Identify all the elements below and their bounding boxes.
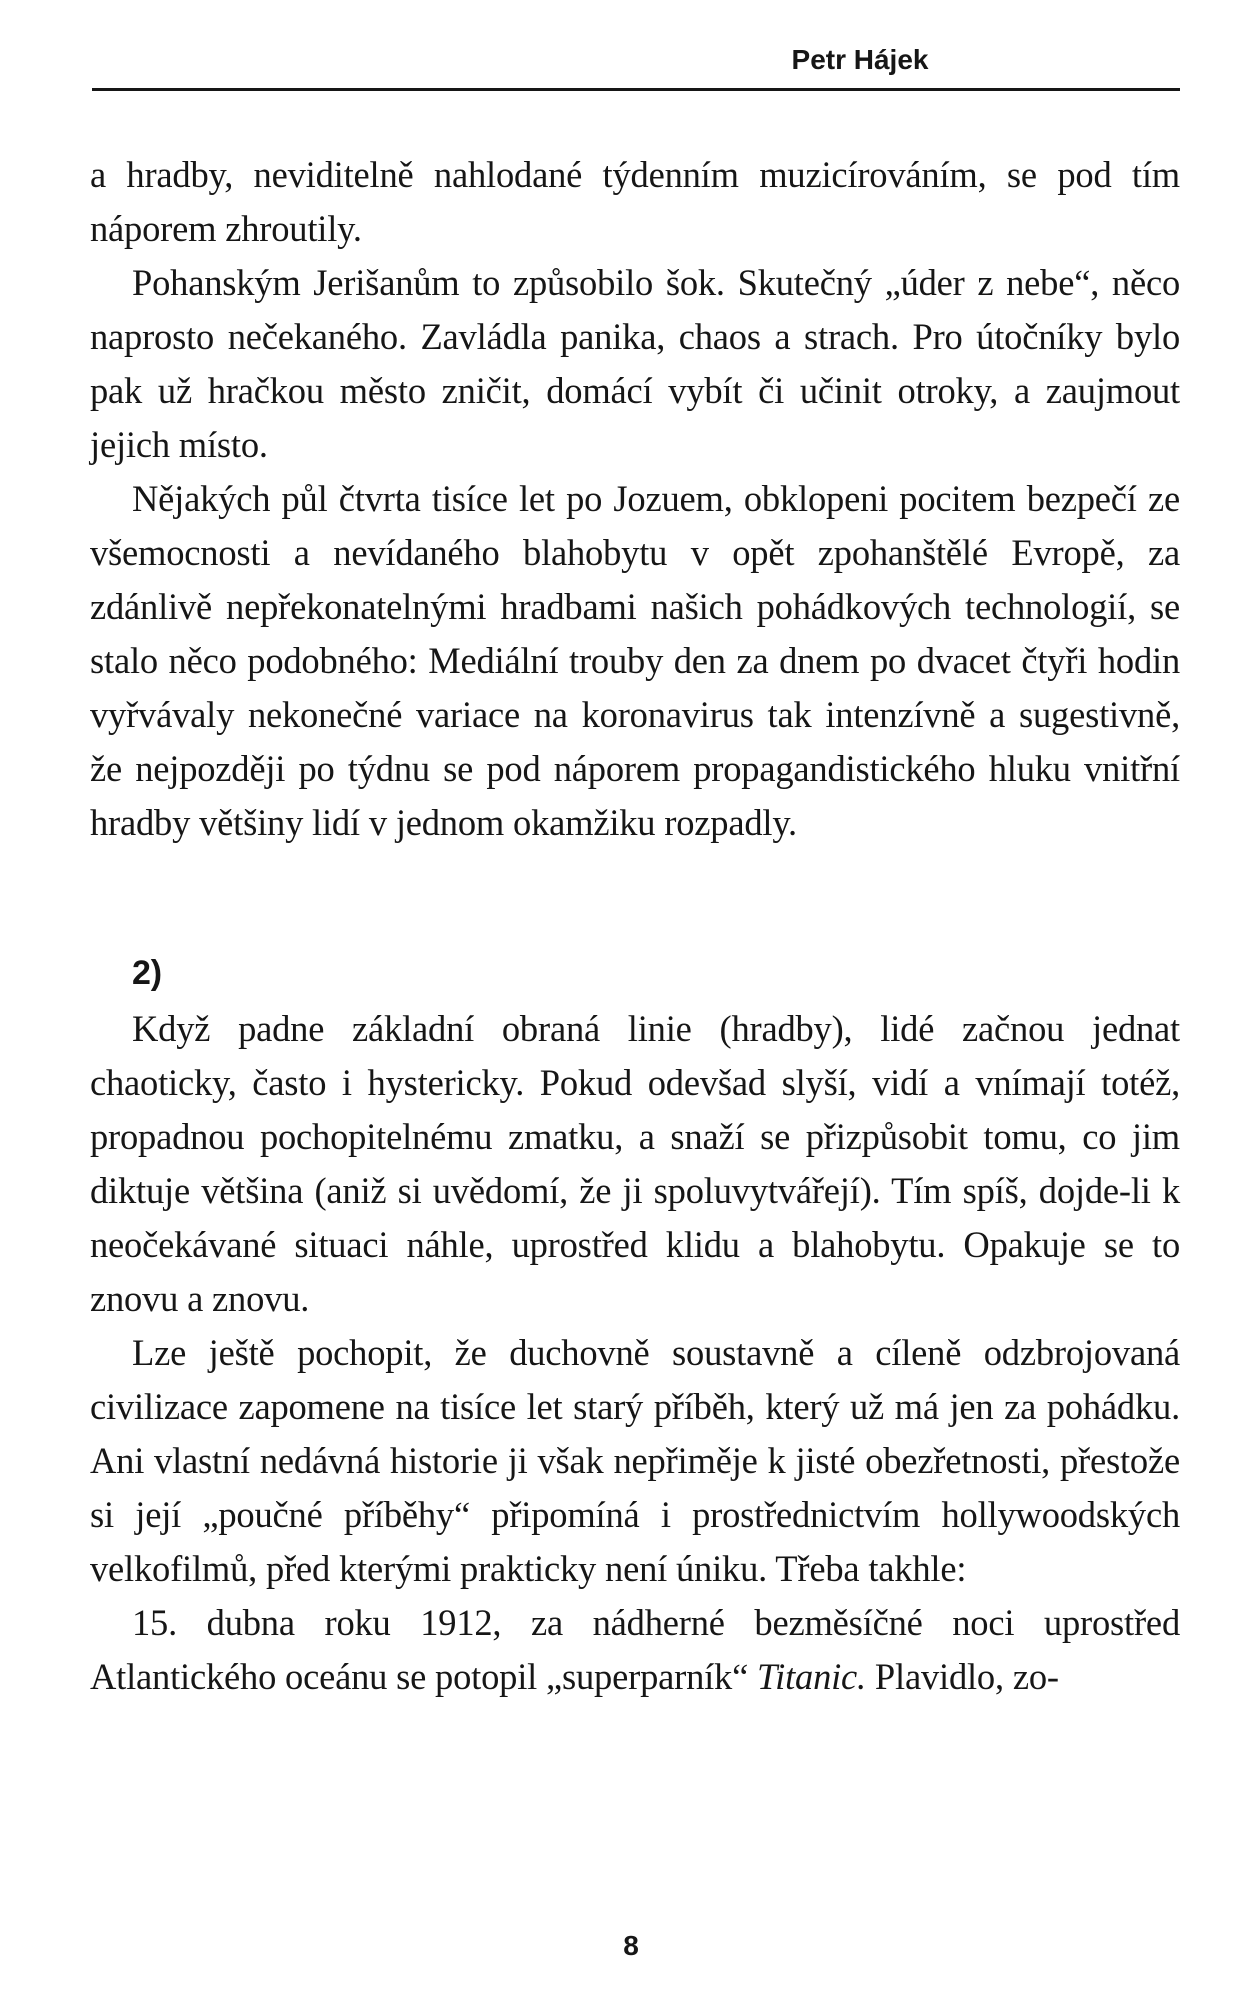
paragraph-4: Když padne základní obraná linie (hradby), lidé začnou jednat chaoticky, často i hystericky. Pokud odevšad slyší, vidí a vnímají totéž, propadnou pochopitelnému zmatku, a snaží se přizpůsobit tomu, co jim diktuje většina (aniž si uvědomí, že ji spoluvytvářejí). Tím spíš, dojde-li k neočekávané situaci náhle, uprostřed klidu a blahobytu. Opakuje se to znovu a znovu. bbox=[90, 1008, 1180, 1319]
paragraph-1: a hradby, neviditelně nahlodané týdenním muzicírováním, se pod tím náporem zhroutily. bbox=[90, 154, 1180, 249]
page-number: 8 bbox=[623, 1930, 639, 1961]
running-head bbox=[92, 44, 1180, 76]
paragraph-6-start: 15. dubna roku 1912, za nádherné bezměsíčné noci uprostřed Atlantického oceánu se potopil „superparník“ bbox=[90, 1602, 1180, 1697]
header-rule bbox=[92, 88, 1180, 91]
paragraph-6 bbox=[90, 1596, 1180, 1704]
paragraph-5: Lze ještě pochopit, že duchovně soustavně a cíleně odzbrojovaná civilizace zapomene na tisíce let starý příběh, který už má jen za pohádku. Ani vlastní nedávná historie ji však nepřiměje k jisté obezřetnosti, přestože si její „poučné příběhy“ připomíná i prostřednictvím hollywoodských velkofilmů, před kterými prakticky není úniku. Třeba takhle: bbox=[90, 1332, 1180, 1589]
running-head-author: Petr Hájek bbox=[791, 44, 929, 75]
body-text bbox=[90, 148, 1180, 1704]
ship-name: Titanic. bbox=[757, 1656, 866, 1697]
paragraph-3: Nějakých půl čtvrta tisíce let po Jozuem, obklopeni pocitem bezpečí ze všemocnosti a nevídaného blahobytu v opět zpohanštělé Evropě, za zdánlivě nepřekonatelnými hradbami našich pohádkových technologií, se stalo něco podobného: Mediální trouby den za dnem po dvacet čtyři hodin vyřvávaly nekonečné variace na koronavirus tak intenzívně a sugestivně, že nejpozději po týdnu se pod náporem propagandistického hluku vnitřní hradby většiny lidí v jednom okamžiku rozpadly. bbox=[90, 478, 1180, 843]
paragraph-6-end: Plavidlo, zo- bbox=[865, 1656, 1059, 1697]
paragraph-2: Pohanským Jerišanům to způsobilo šok. Skutečný „úder z nebe“, něco naprosto nečekaného. Zavládla panika, chaos a strach. Pro útočníky bylo pak už hračkou město zničit, domácí vybít či učinit otroky, a zaujmout jejich místo. bbox=[90, 262, 1180, 465]
section-number: 2) bbox=[132, 954, 162, 992]
